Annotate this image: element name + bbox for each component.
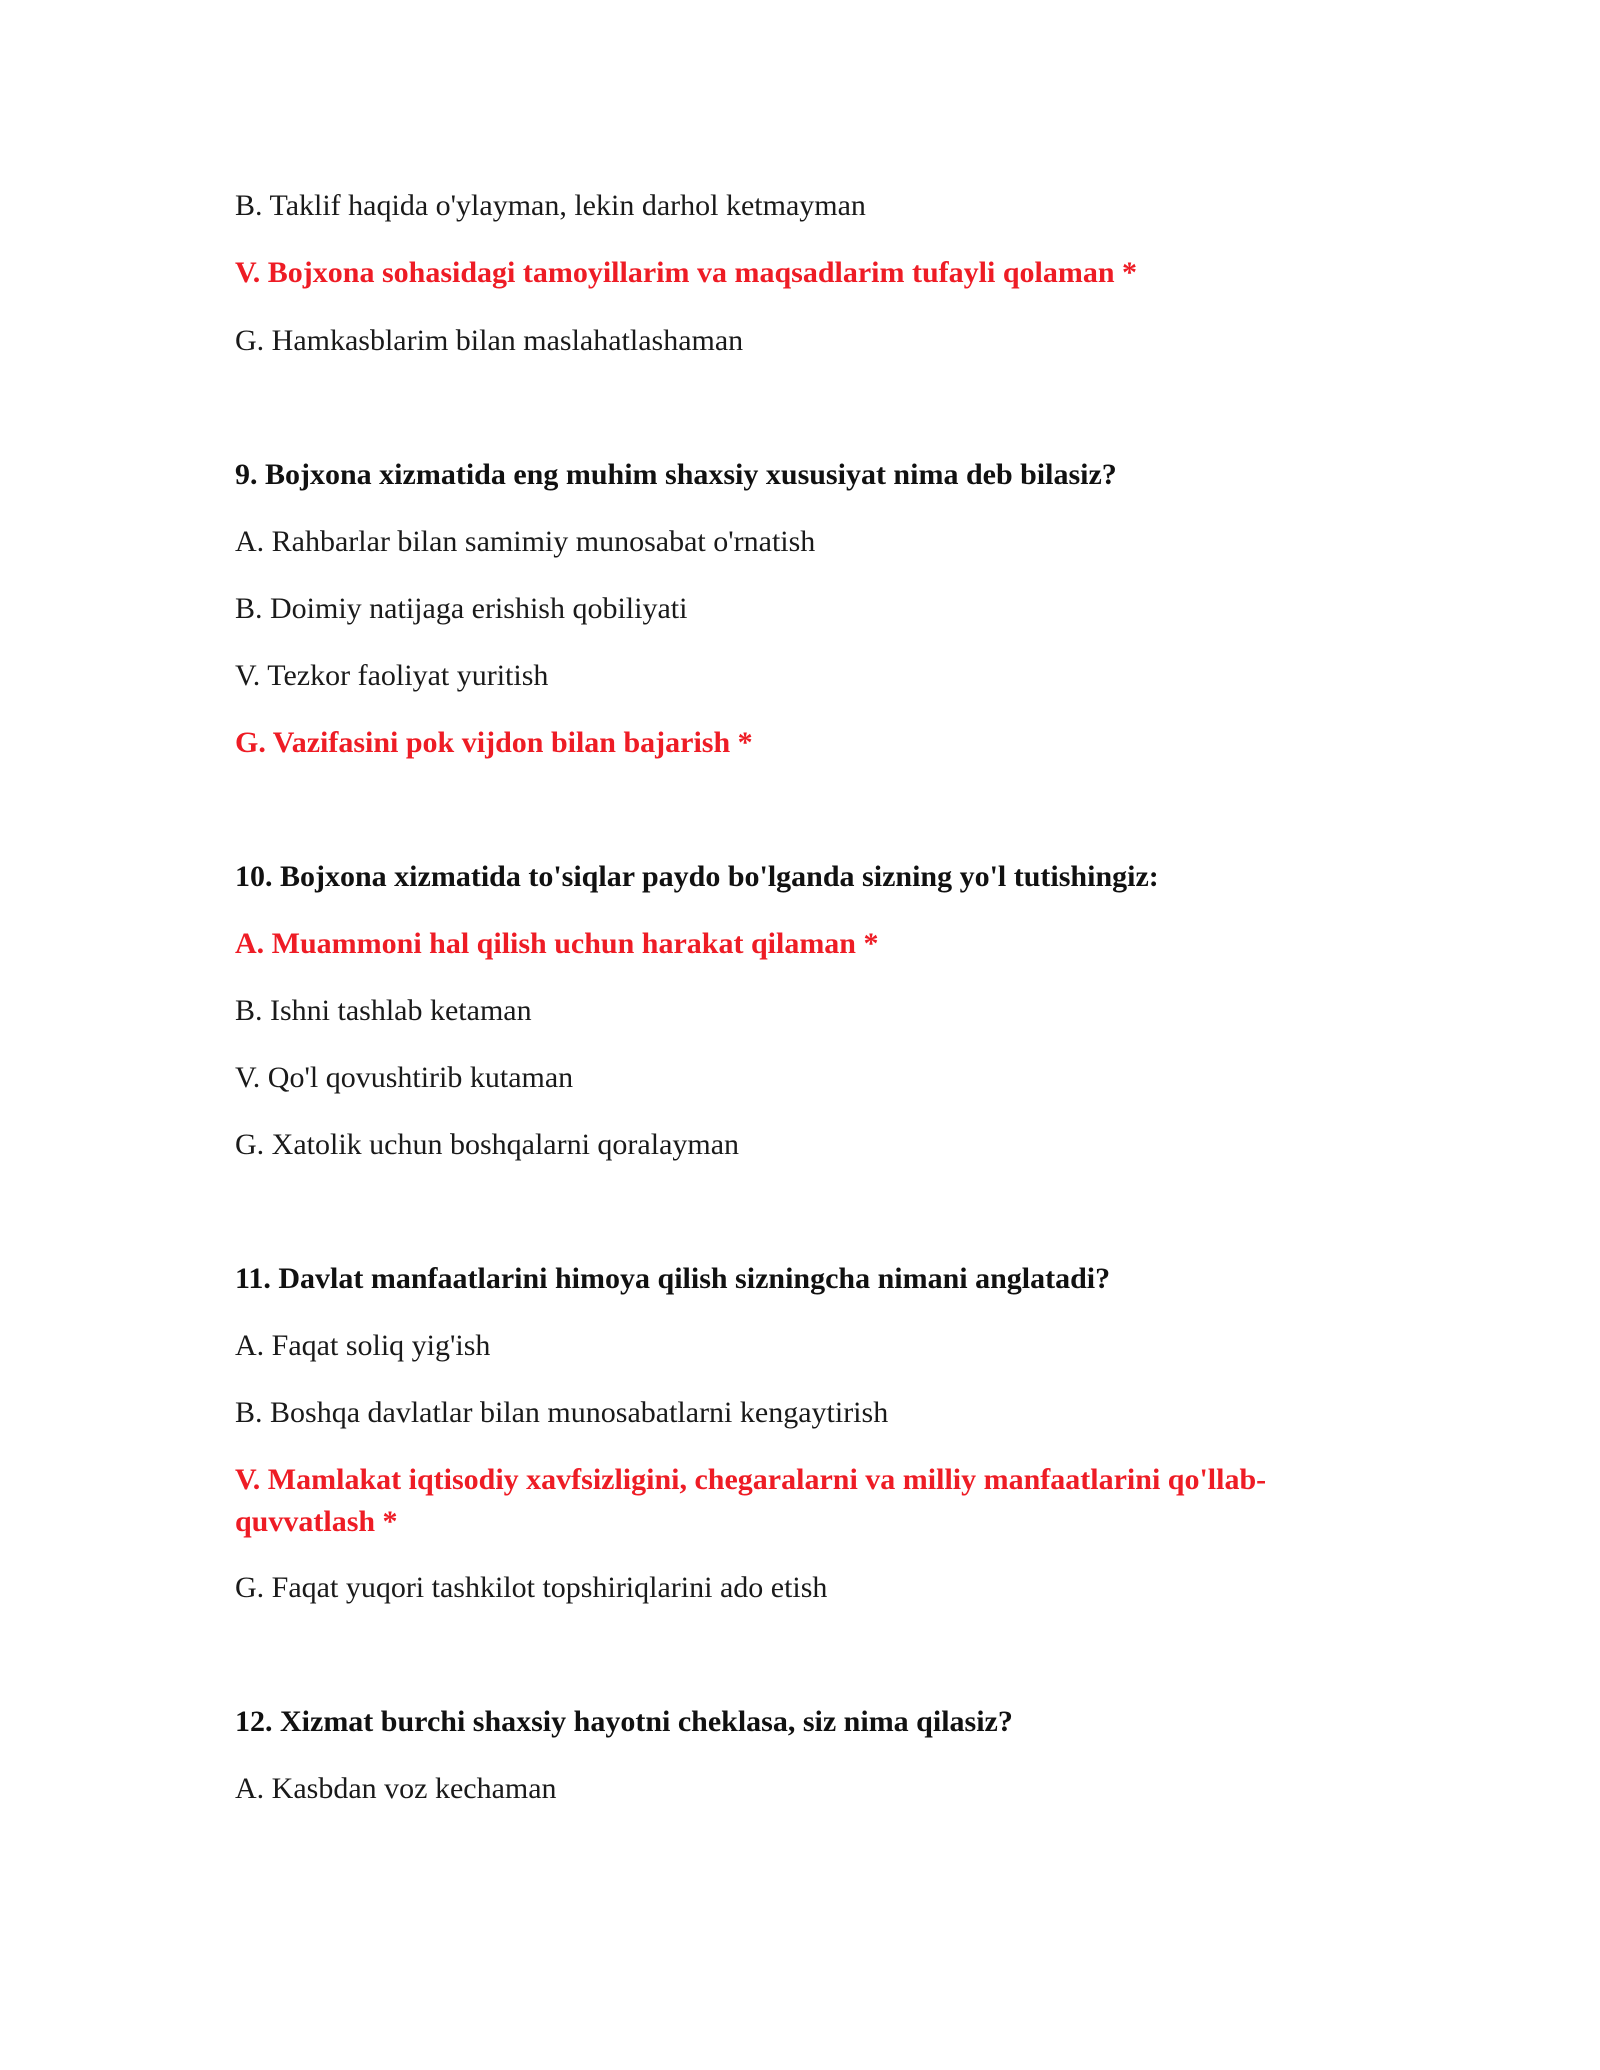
q12-option-a: A. Kasbdan voz kechaman — [235, 1772, 557, 1805]
q11-option-b: B. Boshqa davlatlar bilan munosabatlarni kengaytirish — [235, 1396, 889, 1429]
q11-option-v-correct: V. Mamlakat iqtisodiy xavfsizligini, chegaralarni va milliy manfaatlarini qo'llab-quvvatlash * — [235, 1463, 1267, 1538]
q10-option-a-correct: A. Muammoni hal qilish uchun harakat qilaman * — [235, 927, 879, 960]
question-10: 10. Bojxona xizmatida to'siqlar paydo bo'lganda sizning yo'l tutishingiz: — [235, 860, 1159, 893]
question-11: 11. Davlat manfaatlarini himoya qilish sizningcha nimani anglatadi? — [235, 1262, 1111, 1295]
q8-option-v-correct: V. Bojxona sohasidagi tamoyillarim va maqsadlarim tufayli qolaman * — [235, 256, 1138, 289]
question-9: 9. Bojxona xizmatida eng muhim shaxsiy xususiyat nima deb bilasiz? — [235, 458, 1117, 491]
q10-option-v: V. Qo'l qovushtirib kutaman — [235, 1061, 574, 1094]
q10-option-g: G. Xatolik uchun boshqalarni qoralayman — [235, 1128, 740, 1161]
q8-option-g: G. Hamkasblarim bilan maslahatlashaman — [235, 324, 744, 357]
q11-option-a: A. Faqat soliq yig'ish — [235, 1329, 491, 1362]
question-12: 12. Xizmat burchi shaxsiy hayotni cheklasa, siz nima qilasiz? — [235, 1705, 1013, 1738]
q8-option-b: B. Taklif haqida o'ylayman, lekin darhol ketmayman — [235, 189, 866, 222]
q9-option-a: A. Rahbarlar bilan samimiy munosabat o'rnatish — [235, 525, 816, 558]
q9-option-b: B. Doimiy natijaga erishish qobiliyati — [235, 592, 688, 625]
q9-option-g-correct: G. Vazifasini pok vijdon bilan bajarish * — [235, 726, 753, 759]
q10-option-b: B. Ishni tashlab ketaman — [235, 994, 532, 1027]
q9-option-v: V. Tezkor faoliyat yuritish — [235, 659, 549, 692]
q11-option-g: G. Faqat yuqori tashkilot topshiriqlarini ado etish — [235, 1571, 828, 1604]
